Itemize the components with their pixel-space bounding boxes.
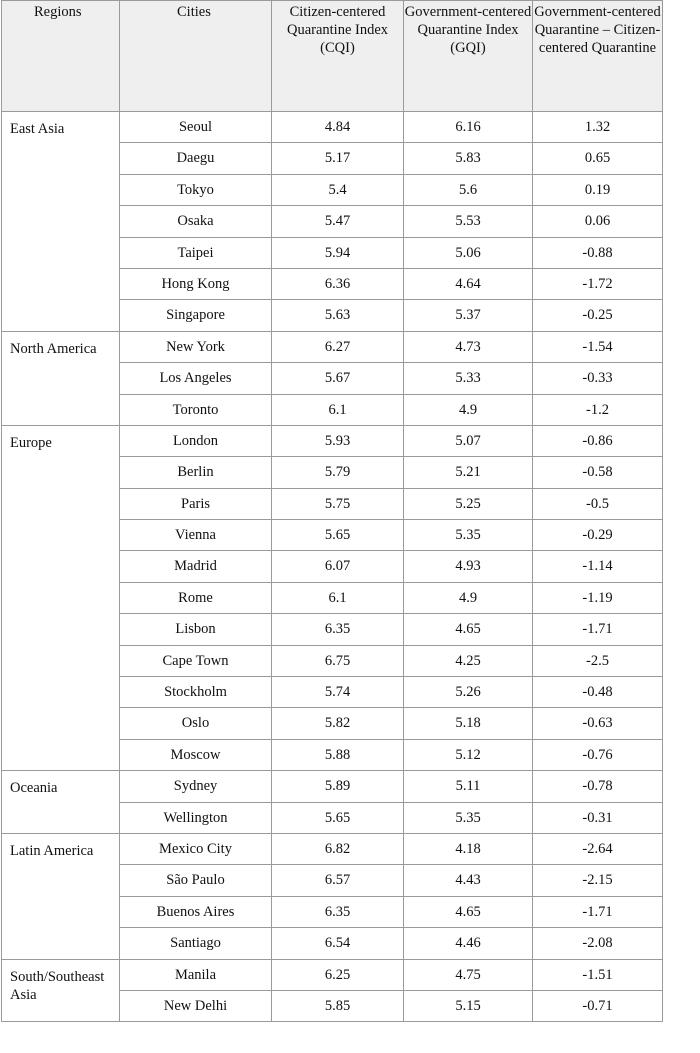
header-gqi: Government-centered Quarantine Index (GQI) [404,1,533,112]
cqi-cell: 5.75 [272,488,404,519]
gqi-cell: 4.46 [404,928,533,959]
gqi-cell: 4.75 [404,959,533,990]
cqi-cell: 6.1 [272,394,404,425]
cqi-cell: 5.88 [272,739,404,770]
city-cell: Seoul [120,112,272,143]
region-cell: South/Southeast Asia [2,959,120,1022]
cqi-cell: 5.63 [272,300,404,331]
difference-cell: 0.19 [533,174,663,205]
city-cell: Wellington [120,802,272,833]
header-cities: Cities [120,1,272,112]
cqi-cell: 5.47 [272,206,404,237]
cqi-cell: 6.27 [272,331,404,362]
gqi-cell: 5.6 [404,174,533,205]
region-cell: East Asia [2,112,120,332]
gqi-cell: 5.53 [404,206,533,237]
difference-cell: -2.5 [533,645,663,676]
cqi-cell: 6.35 [272,614,404,645]
difference-cell: -0.86 [533,425,663,456]
city-cell: Berlin [120,457,272,488]
gqi-cell: 4.25 [404,645,533,676]
gqi-cell: 4.73 [404,331,533,362]
header-difference: Government-centered Quarantine – Citizen-centered Quarantine [533,1,663,112]
quarantine-index-table [1,0,663,1022]
difference-cell: -2.15 [533,865,663,896]
city-cell: Singapore [120,300,272,331]
difference-cell: -1.19 [533,582,663,613]
difference-cell: -0.78 [533,771,663,802]
difference-cell: -1.71 [533,614,663,645]
cqi-cell: 6.07 [272,551,404,582]
table-row [2,959,663,990]
city-cell: Sydney [120,771,272,802]
gqi-cell: 5.35 [404,520,533,551]
difference-cell: -2.08 [533,928,663,959]
city-cell: Moscow [120,739,272,770]
gqi-cell: 5.33 [404,363,533,394]
cqi-cell: 5.89 [272,771,404,802]
city-cell: New Delhi [120,990,272,1021]
difference-cell: -0.71 [533,990,663,1021]
city-cell: Mexico City [120,833,272,864]
region-cell: Oceania [2,771,120,834]
difference-cell: 0.65 [533,143,663,174]
cqi-cell: 5.65 [272,520,404,551]
city-cell: Buenos Aires [120,896,272,927]
cqi-cell: 6.1 [272,582,404,613]
difference-cell: -1.14 [533,551,663,582]
difference-cell: -0.29 [533,520,663,551]
gqi-cell: 5.15 [404,990,533,1021]
cqi-cell: 5.74 [272,677,404,708]
region-cell: Latin America [2,833,120,959]
difference-cell: -0.48 [533,677,663,708]
difference-cell: 1.32 [533,112,663,143]
cqi-cell: 6.35 [272,896,404,927]
cqi-cell: 5.67 [272,363,404,394]
gqi-cell: 5.12 [404,739,533,770]
difference-cell: -1.54 [533,331,663,362]
region-cell: North America [2,331,120,425]
cqi-cell: 6.57 [272,865,404,896]
gqi-cell: 5.06 [404,237,533,268]
header-cqi: Citizen-centered Quarantine Index (CQI) [272,1,404,112]
gqi-cell: 4.65 [404,896,533,927]
gqi-cell: 5.37 [404,300,533,331]
difference-cell: -0.63 [533,708,663,739]
cqi-cell: 6.54 [272,928,404,959]
gqi-cell: 5.11 [404,771,533,802]
cqi-cell: 6.82 [272,833,404,864]
gqi-cell: 5.35 [404,802,533,833]
gqi-cell: 6.16 [404,112,533,143]
difference-cell: -2.64 [533,833,663,864]
table-header [2,1,663,112]
gqi-cell: 4.43 [404,865,533,896]
city-cell: Santiago [120,928,272,959]
difference-cell: -0.31 [533,802,663,833]
difference-cell: -1.72 [533,268,663,299]
region-cell: Europe [2,425,120,770]
city-cell: Stockholm [120,677,272,708]
city-cell: Cape Town [120,645,272,676]
table-row [2,425,663,456]
city-cell: Osaka [120,206,272,237]
cqi-cell: 5.85 [272,990,404,1021]
gqi-cell: 4.9 [404,394,533,425]
cqi-cell: 6.36 [272,268,404,299]
city-cell: Lisbon [120,614,272,645]
difference-cell: -0.58 [533,457,663,488]
gqi-cell: 5.21 [404,457,533,488]
city-cell: London [120,425,272,456]
difference-cell: -1.2 [533,394,663,425]
city-cell: Daegu [120,143,272,174]
city-cell: Vienna [120,520,272,551]
city-cell: Tokyo [120,174,272,205]
gqi-cell: 4.65 [404,614,533,645]
table-row [2,833,663,864]
city-cell: Paris [120,488,272,519]
city-cell: Madrid [120,551,272,582]
city-cell: New York [120,331,272,362]
cqi-cell: 5.94 [272,237,404,268]
gqi-cell: 4.18 [404,833,533,864]
gqi-cell: 5.25 [404,488,533,519]
cqi-cell: 5.82 [272,708,404,739]
cqi-cell: 4.84 [272,112,404,143]
city-cell: Rome [120,582,272,613]
header-row [2,1,663,112]
city-cell: Manila [120,959,272,990]
table-row [2,331,663,362]
gqi-cell: 4.64 [404,268,533,299]
gqi-cell: 4.9 [404,582,533,613]
cqi-cell: 5.17 [272,143,404,174]
gqi-cell: 5.07 [404,425,533,456]
quarantine-index-table-container [1,0,663,1022]
difference-cell: -1.71 [533,896,663,927]
table-body [2,112,663,1022]
gqi-cell: 4.93 [404,551,533,582]
difference-cell: 0.06 [533,206,663,237]
difference-cell: -0.5 [533,488,663,519]
cqi-cell: 6.75 [272,645,404,676]
gqi-cell: 5.18 [404,708,533,739]
difference-cell: -0.25 [533,300,663,331]
gqi-cell: 5.83 [404,143,533,174]
cqi-cell: 5.79 [272,457,404,488]
difference-cell: -0.33 [533,363,663,394]
difference-cell: -0.76 [533,739,663,770]
cqi-cell: 5.65 [272,802,404,833]
city-cell: Oslo [120,708,272,739]
cqi-cell: 5.93 [272,425,404,456]
cqi-cell: 5.4 [272,174,404,205]
city-cell: Toronto [120,394,272,425]
city-cell: Taipei [120,237,272,268]
city-cell: Los Angeles [120,363,272,394]
difference-cell: -0.88 [533,237,663,268]
city-cell: Hong Kong [120,268,272,299]
header-regions: Regions [2,1,120,112]
city-cell: São Paulo [120,865,272,896]
table-row [2,112,663,143]
table-row [2,771,663,802]
cqi-cell: 6.25 [272,959,404,990]
difference-cell: -1.51 [533,959,663,990]
gqi-cell: 5.26 [404,677,533,708]
